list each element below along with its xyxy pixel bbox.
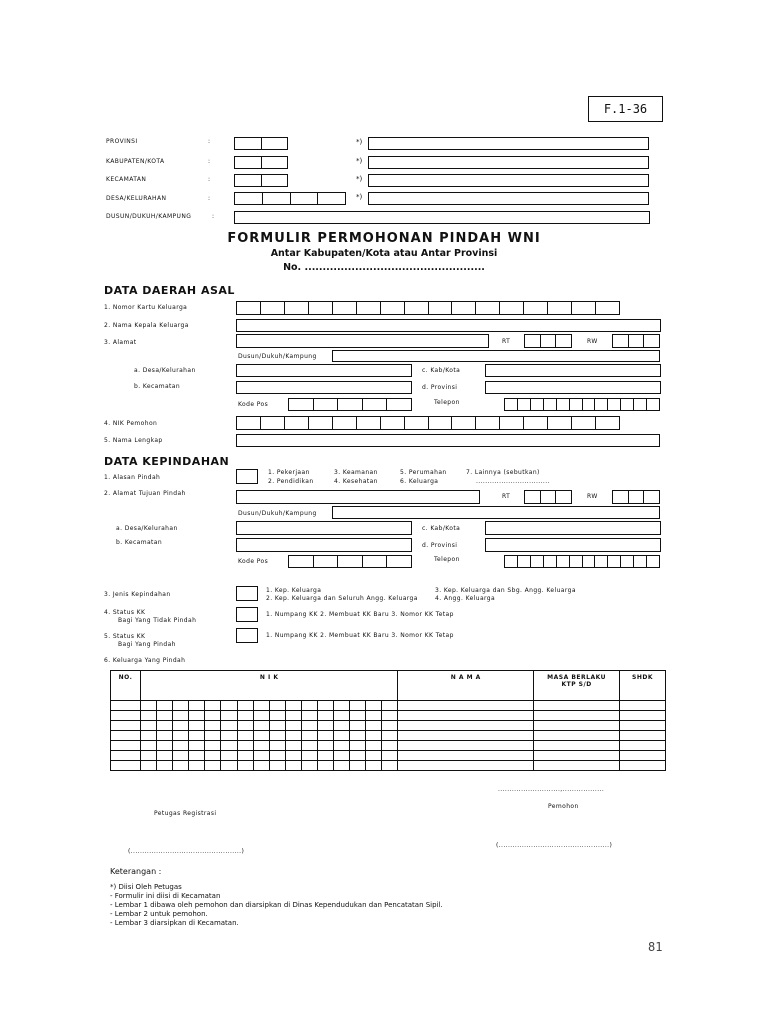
label-kec-asal: b. Kecamatan [134, 383, 181, 390]
kodepos-tujuan-field[interactable] [288, 555, 412, 568]
label-prov-tujuan: d. Provinsi [422, 542, 458, 549]
form-number-line: No. .................................................. [283, 262, 485, 273]
note-item: - Lembar 2 untuk pemohon. [110, 910, 208, 918]
table-row[interactable] [111, 701, 666, 711]
desa-code-field[interactable] [234, 192, 346, 205]
col-nik-header: N I K [140, 671, 397, 701]
label-dusun-tujuan: Dusun/Dukuh/Kampung [238, 510, 317, 517]
jenis-option: 3. Kep. Keluarga dan Sbg. Angg. Keluarga [435, 587, 576, 594]
col-masa-label: MASA BERLAKU [547, 674, 606, 681]
rw-tujuan-field[interactable] [612, 490, 660, 504]
kecamatan-name-field[interactable] [368, 174, 649, 187]
reason-option: 6. Keluarga [400, 478, 439, 485]
label-kodepos-tujuan: Kode Pos [238, 558, 269, 565]
kab-tujuan-field[interactable] [485, 521, 661, 535]
table-row[interactable] [111, 741, 666, 751]
jenis-kepindahan-field[interactable] [236, 586, 258, 601]
label-telepon-tujuan: Telepon [434, 556, 460, 563]
petugas-signature-line: (................................................) [128, 848, 245, 855]
label-prov-asal: d. Provinsi [422, 384, 458, 391]
label-nik-pemohon: 4. NIK Pemohon [104, 420, 158, 427]
reason-option: 7. Lainnya (sebutkan) [466, 469, 540, 476]
page-subtitle: Antar Kabupaten/Kota atau Antar Provinsi [270, 248, 498, 259]
status-kk-options: 1. Numpang KK 2. Membuat KK Baru 3. Nomor KK Tetap [266, 632, 454, 639]
label-alamat-tujuan: 2. Alamat Tujuan Pindah [104, 490, 186, 497]
status-kk-options: 1. Numpang KK 2. Membuat KK Baru 3. Nomor KK Tetap [266, 611, 454, 618]
label-kecamatan: KECAMATAN [106, 176, 147, 183]
reason-option: 5. Perumahan [400, 469, 447, 476]
nik-cells[interactable] [141, 701, 397, 710]
kodepos-asal-field[interactable] [288, 398, 412, 411]
kecamatan-code-field[interactable] [234, 174, 288, 187]
alamat-field[interactable] [236, 334, 489, 348]
jenis-option: 4. Angg. Keluarga [435, 595, 496, 602]
nik-cells[interactable] [141, 711, 397, 720]
reason-option: 3. Keamanan [334, 469, 378, 476]
label-status-kk-pindah: 5. Status KK [104, 633, 146, 640]
label-pemohon: Pemohon [548, 803, 579, 810]
label-desa-asal: a. Desa/Kelurahan [134, 367, 196, 374]
kec-tujuan-field[interactable] [236, 538, 412, 552]
provinsi-name-field[interactable] [368, 137, 649, 150]
label-rw: RW [587, 338, 598, 345]
label-dusun: DUSUN/DUKUH/KAMPUNG [106, 213, 192, 220]
nik-cells[interactable] [141, 741, 397, 750]
label-kab-asal: c. Kab/Kota [422, 367, 461, 374]
kepala-keluarga-field[interactable] [236, 319, 661, 332]
nik-pemohon-field[interactable] [236, 416, 620, 430]
table-row[interactable] [111, 731, 666, 741]
note-item: - Formulir ini diisi di Kecamatan [110, 892, 221, 900]
table-row[interactable] [111, 761, 666, 771]
status-kk-tidak-pindah-field[interactable] [236, 607, 258, 622]
note-item: - Lembar 3 diarsipkan di Kecamatan. [110, 919, 239, 927]
alasan-pindah-field[interactable] [236, 469, 258, 484]
label-kodepos-asal: Kode Pos [238, 401, 269, 408]
label-kabupaten: KABUPATEN/KOTA [106, 158, 165, 165]
marker: *) [356, 138, 363, 146]
label-rt: RT [502, 493, 511, 500]
colon: : [208, 138, 211, 145]
colon: : [208, 158, 211, 165]
provinsi-code-field[interactable] [234, 137, 288, 150]
label-alamat: 3. Alamat [104, 339, 137, 346]
reason-option: 1. Pekerjaan [268, 469, 310, 476]
label-keluarga-pindah: 6. Keluarga Yang Pindah [104, 657, 186, 664]
section-heading-asal: DATA DAERAH ASAL [104, 284, 235, 297]
table-row[interactable] [111, 711, 666, 721]
nik-cells[interactable] [141, 731, 397, 740]
reason-other-line: ................................ [476, 478, 550, 485]
kabupaten-name-field[interactable] [368, 156, 649, 169]
label-rt: RT [502, 338, 511, 345]
marker: *) [356, 175, 363, 183]
marker: *) [356, 193, 363, 201]
page-title: FORMULIR PERMOHONAN PINDAH WNI [227, 231, 541, 246]
label-status-kk-tidak-pindah-sub: Bagi Yang Tidak Pindah [118, 617, 197, 624]
nik-cells[interactable] [141, 761, 397, 770]
label-telepon-asal: Telepon [434, 399, 460, 406]
section-heading-pindah: DATA KEPINDAHAN [104, 455, 230, 468]
status-kk-pindah-field[interactable] [236, 628, 258, 643]
kec-asal-field[interactable] [236, 381, 412, 394]
notes-heading: Keterangan : [110, 867, 162, 876]
nama-lengkap-field[interactable] [236, 434, 660, 447]
dusun-asal-field[interactable] [332, 350, 660, 362]
col-masa-label-2: KTP S/D [561, 681, 592, 688]
dusun-field[interactable] [234, 211, 650, 224]
pemohon-signature-line: (................................................) [496, 842, 613, 849]
reason-option: 2. Pendidikan [268, 478, 314, 485]
jenis-option: 1. Kep. Keluarga [266, 587, 322, 594]
table-row[interactable] [111, 721, 666, 731]
table-row[interactable] [111, 751, 666, 761]
prov-tujuan-field[interactable] [485, 538, 661, 552]
nik-cells[interactable] [141, 721, 397, 730]
nomor-kk-field[interactable] [236, 301, 620, 315]
rt-field[interactable] [524, 334, 572, 348]
desa-asal-field[interactable] [236, 364, 412, 377]
label-dusun-asal: Dusun/Dukuh/Kampung [238, 353, 317, 360]
col-no-header: NO. [111, 671, 141, 701]
rt-tujuan-field[interactable] [524, 490, 572, 504]
alamat-tujuan-field[interactable] [236, 490, 480, 504]
col-shdk-header: SHDK [620, 671, 666, 701]
label-provinsi: PROVINSI [106, 138, 138, 145]
nik-cells[interactable] [141, 751, 397, 760]
label-kab-tujuan: c. Kab/Kota [422, 525, 461, 532]
label-kepala-keluarga: 2. Nama Kepala Keluarga [104, 322, 189, 329]
rw-field[interactable] [612, 334, 660, 348]
date-line: ...........................,.................. [498, 786, 605, 793]
colon: : [208, 195, 211, 202]
telepon-asal-field[interactable] [504, 398, 660, 411]
label-petugas: Petugas Registrasi [154, 810, 217, 817]
form-code: F.1-36 [588, 96, 663, 122]
label-status-kk-pindah-sub: Bagi Yang Pindah [118, 641, 176, 648]
reason-option: 4. Kesehatan [334, 478, 378, 485]
prov-asal-field[interactable] [485, 381, 661, 394]
table-header-row [111, 671, 666, 701]
label-alasan-pindah: 1. Alasan Pindah [104, 474, 161, 481]
label-desa-tujuan: a. Desa/Kelurahan [116, 525, 178, 532]
kab-asal-field[interactable] [485, 364, 661, 377]
label-nama-lengkap: 5. Nama Lengkap [104, 437, 163, 444]
note-item: *) Diisi Oleh Petugas [110, 883, 182, 891]
jenis-option: 2. Kep. Keluarga dan Seluruh Angg. Keluarga [266, 595, 418, 602]
marker: *) [356, 157, 363, 165]
label-desa: DESA/KELURAHAN [106, 195, 167, 202]
col-nama-header: N A M A [398, 671, 534, 701]
desa-name-field[interactable] [368, 192, 649, 205]
label-jenis-kepindahan: 3. Jenis Kepindahan [104, 591, 171, 598]
colon: : [208, 176, 211, 183]
kabupaten-code-field[interactable] [234, 156, 288, 169]
label-rw: RW [587, 493, 598, 500]
telepon-tujuan-field[interactable] [504, 555, 660, 568]
dusun-tujuan-field[interactable] [332, 506, 660, 519]
col-masa-header [534, 671, 620, 701]
colon: : [212, 213, 215, 220]
family-table [110, 670, 666, 771]
label-status-kk-tidak-pindah: 4. Status KK [104, 609, 146, 616]
label-nomor-kk: 1. Nomor Kartu Keluarga [104, 304, 188, 311]
note-item: - Lembar 1 dibawa oleh pemohon dan diarsipkan di Dinas Kependudukan dan Pencatatan Sipil. [110, 901, 443, 909]
page-number: 81 [648, 940, 663, 954]
desa-tujuan-field[interactable] [236, 521, 412, 535]
label-kec-tujuan: b. Kecamatan [116, 539, 163, 546]
